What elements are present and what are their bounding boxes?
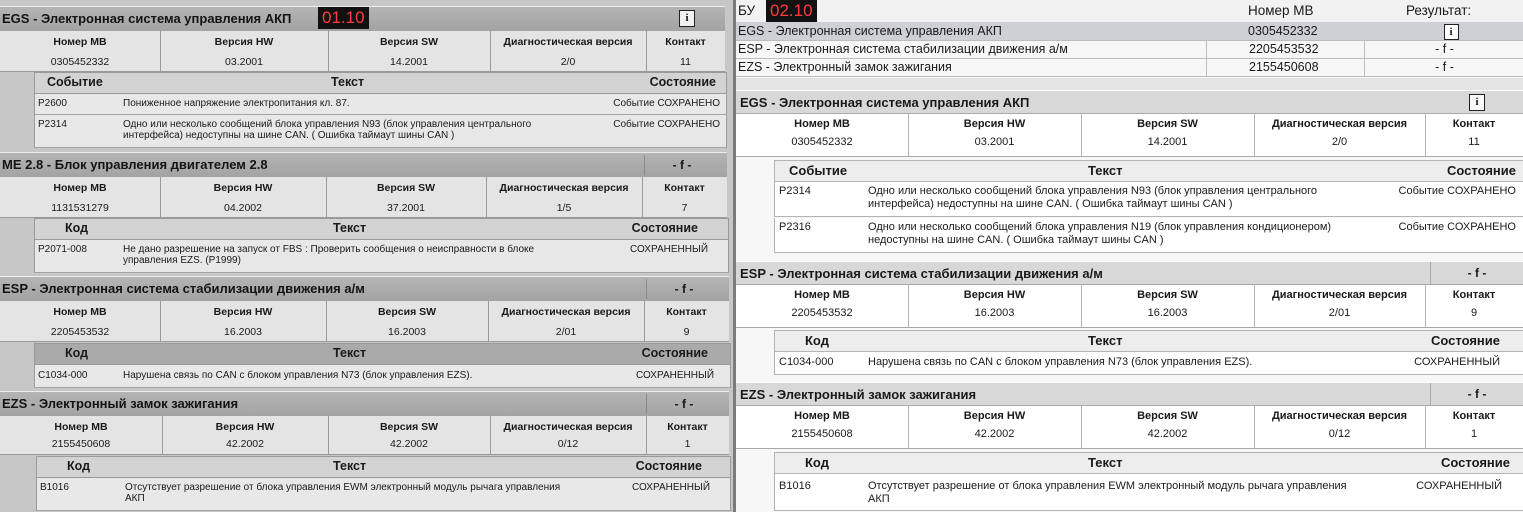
screen-counter-badge: 01.10 xyxy=(318,7,369,29)
contact-cell: Контакт 1 xyxy=(667,421,708,450)
esp-version-row xyxy=(736,285,1523,328)
contact-cell: Контакт 11 xyxy=(665,36,706,68)
table-row[interactable]: B1016 Отсутствует разрешение от блока управления EWM электронный модуль рычага управления АКП СОХРАНЕННЫЙ xyxy=(774,474,1523,511)
left-screen-panel xyxy=(0,0,733,512)
ezs-section-title: EZS - Электронный замок зажигания xyxy=(740,387,977,402)
table-row[interactable]: B1016 Отсутствует разрешение от блока управления EWM электронный модуль рычага управления АКП СОХРАНЕННЫЙ xyxy=(36,478,731,511)
contact-cell: Контакт 1 xyxy=(1452,410,1496,440)
egs-version-row xyxy=(0,31,725,72)
table-row[interactable]: P2314 Одно или несколько сообщений блока управления N93 (блок управления центрального интерфейса) недоступны на шине CAN. ( Ошибка таймаут шины CAN ) Событие СОХРАНЕНО xyxy=(34,115,727,148)
esp-version-row xyxy=(0,301,729,342)
info-icon[interactable]: i xyxy=(1469,94,1485,111)
egs-section-title: EGS - Электронная система управления АКП xyxy=(740,95,1030,110)
diag-version-cell: Диагностическая версия 0/12 xyxy=(490,416,647,454)
esp-section-title: ESP - Электронная система стабилизации движения а/м xyxy=(740,266,1103,281)
ezs-section-header[interactable] xyxy=(0,391,729,417)
egs-section-header[interactable] xyxy=(736,90,1523,114)
sw-version-cell: Версия SW 42.2002 xyxy=(1081,406,1255,448)
contact-cell: Контакт 9 xyxy=(1452,289,1496,319)
hw-version-cell: Версия HW 42.2002 xyxy=(162,416,329,454)
sw-version-cell: Версия SW 16.2003 xyxy=(326,301,489,341)
ezs-section-header[interactable] xyxy=(736,382,1523,406)
contact-cell: Контакт 11 xyxy=(1452,118,1496,148)
diag-version-cell: Диагностическая версия 2/01 xyxy=(488,301,645,341)
esp-section-header[interactable] xyxy=(736,261,1523,285)
info-icon[interactable]: i xyxy=(679,10,695,27)
info-icon[interactable]: i xyxy=(1444,24,1459,40)
diag-version-cell: Диагностическая версия 1/5 xyxy=(486,177,643,217)
hw-version-cell: Версия HW 42.2002 xyxy=(908,406,1082,448)
contact-cell: Контакт 7 xyxy=(664,182,705,214)
mb-number-cell: Номер MB 2155450608 xyxy=(736,406,909,448)
hw-version-cell: Версия HW 03.2001 xyxy=(160,31,329,71)
table-row[interactable]: C1034-000 Нарушена связь по CAN с блоком управления N73 (блок управления EZS). СОХРАНЕННЫЙ xyxy=(774,352,1523,375)
mb-number-cell: Номер MB 0305452332 xyxy=(736,114,909,156)
mb-number-cell: Номер MB 1131531279 xyxy=(0,177,161,217)
sw-version-cell: Версия SW 42.2002 xyxy=(328,416,491,454)
hw-version-cell: Версия HW 16.2003 xyxy=(160,301,327,341)
summary-header: БУ Номер MB Результат: xyxy=(736,0,1523,22)
hw-version-cell: Версия HW 16.2003 xyxy=(908,285,1082,327)
status-badge: - f - xyxy=(646,279,721,299)
ezs-version-row xyxy=(736,406,1523,449)
summary-row-ezs[interactable]: EZS - Электронный замок зажигания 2155450608 - f - xyxy=(736,58,1523,77)
status-badge: - f - xyxy=(1430,383,1523,405)
table-row[interactable]: P2314 Одно или несколько сообщений блока управления N93 (блок управления центрального интерфейса) недоступны на шине CAN. ( Ошибка таймаут шины CAN ) Событие СОХРАНЕНО xyxy=(774,182,1523,217)
diag-version-cell: Диагностическая версия 2/0 xyxy=(1254,114,1426,156)
ezs-section-title: EZS - Электронный замок зажигания xyxy=(2,396,239,411)
esp-section-title: ESP - Электронная система стабилизации движения а/м xyxy=(2,281,365,296)
mb-number-cell: Номер MB 2205453532 xyxy=(0,301,161,341)
mb-number-cell: Номер MB 2205453532 xyxy=(736,285,909,327)
table-row[interactable]: C1034-000 Нарушена связь по CAN с блоком управления N73 (блок управления EZS). СОХРАНЕННЫЙ xyxy=(34,365,731,388)
ezs-events-header: Код Текст Состояние xyxy=(774,452,1523,474)
egs-version-row xyxy=(736,114,1523,157)
table-row[interactable]: P2071-008 Не дано разрешение на запуск от FBS : Проверить сообщения о неисправности в блоке управления EZS. (P1999) СОХРАНЕННЫЙ xyxy=(34,240,729,273)
me-events-header: Код Текст Состояние xyxy=(34,218,729,240)
summary-row-egs[interactable]: EGS - Электронная система управления АКП 0305452332 i xyxy=(736,22,1523,41)
me-version-row xyxy=(0,177,727,218)
screen-counter-badge: 02.10 xyxy=(766,0,817,22)
me-section-title: ME 2.8 - Блок управления двигателем 2.8 xyxy=(2,157,268,172)
hw-version-cell: Версия HW 04.2002 xyxy=(160,177,327,217)
egs-events-header: Событие Текст Состояние xyxy=(774,160,1523,182)
spacer-bar xyxy=(736,78,1523,90)
diag-version-cell: Диагностическая версия 2/0 xyxy=(490,31,647,71)
summary-row-esp[interactable]: ESP - Электронная система стабилизации движения а/м 2205453532 - f - xyxy=(736,40,1523,59)
status-badge: - f - xyxy=(644,155,719,175)
esp-events-header: Код Текст Состояние xyxy=(774,330,1523,352)
sw-version-cell: Версия SW 16.2003 xyxy=(1081,285,1255,327)
esp-events-header: Код Текст Состояние xyxy=(34,343,731,365)
status-badge: - f - xyxy=(646,394,721,414)
me-section-header[interactable] xyxy=(0,152,727,178)
egs-events-header: Событие Текст Состояние xyxy=(34,72,727,94)
egs-section-title: EGS - Электронная система управления АКП xyxy=(2,11,292,26)
mb-number-cell: Номер MB 0305452332 xyxy=(0,31,161,71)
sw-version-cell: Версия SW 37.2001 xyxy=(326,177,487,217)
diag-version-cell: Диагностическая версия 2/01 xyxy=(1254,285,1426,327)
sw-version-cell: Версия SW 14.2001 xyxy=(328,31,491,71)
table-row[interactable]: P2600 Пониженное напряжение электропитания кл. 87. Событие СОХРАНЕНО xyxy=(34,94,727,115)
contact-cell: Контакт 9 xyxy=(666,306,707,338)
esp-section-header[interactable] xyxy=(0,276,729,302)
right-screen-panel xyxy=(736,0,1523,512)
sw-version-cell: Версия SW 14.2001 xyxy=(1081,114,1255,156)
ezs-version-row xyxy=(0,416,729,455)
hw-version-cell: Версия HW 03.2001 xyxy=(908,114,1082,156)
mb-number-cell: Номер MB 2155450608 xyxy=(0,416,163,454)
ezs-events-header: Код Текст Состояние xyxy=(36,456,731,478)
table-row[interactable]: P2316 Одно или несколько сообщений блока управления N19 (блок управления кондиционером) недоступны на шине CAN. ( Ошибка таймаут шины CAN ) Событие СОХРАНЕНО xyxy=(774,218,1523,253)
status-badge: - f - xyxy=(1430,262,1523,284)
diag-version-cell: Диагностическая версия 0/12 xyxy=(1254,406,1426,448)
